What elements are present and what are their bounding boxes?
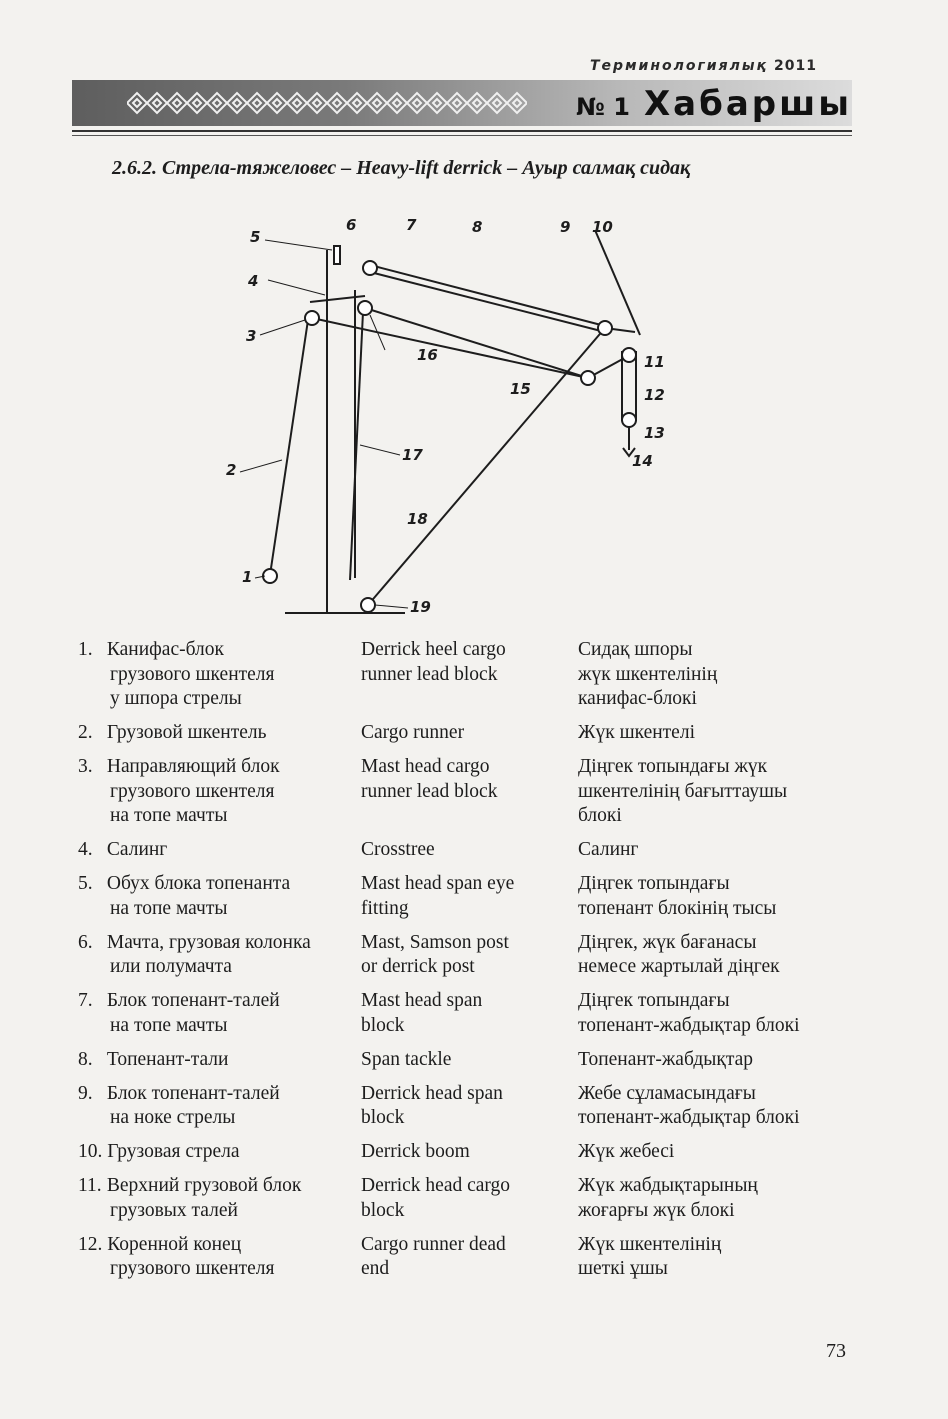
term-number: 7.: [78, 990, 93, 1011]
term-kazakh-line: Топенант-жабдықтар: [578, 1048, 754, 1070]
term-english-line: or derrick post: [361, 956, 475, 977]
term-row: [78, 638, 868, 721]
term-kazakh-line: топенант блокінің тысы: [578, 897, 777, 919]
term-kazakh: [578, 1082, 843, 1131]
term-english: [361, 872, 561, 921]
heel-fitting: [361, 598, 375, 612]
term-russian-line: или полумачта: [110, 956, 232, 977]
term-russian: [78, 989, 348, 1038]
term-kazakh-line: блокі: [578, 805, 622, 826]
term-english-line: Derrick heel cargo: [361, 639, 506, 660]
term-english-line: block: [361, 1199, 405, 1221]
diagram-label-9: 9: [560, 218, 571, 236]
term-russian-first-line: [78, 1233, 348, 1258]
crosstree-line: [310, 296, 365, 302]
leader-2: [240, 460, 282, 472]
term-kazakh-line: шкентелінің бағыттаушы: [578, 780, 788, 802]
term-russian: [78, 838, 348, 863]
term-russian: [78, 721, 348, 746]
term-kazakh-line: Діңгек топындағы жүк: [578, 756, 768, 777]
diagram-label-12: 12: [644, 386, 665, 404]
diagram-label-10: 10: [592, 218, 613, 236]
term-russian: [78, 1233, 348, 1282]
block-16: [358, 301, 372, 315]
span-block-head: [598, 321, 612, 335]
term-english-line: end: [361, 1258, 390, 1279]
span-block-mast: [363, 261, 377, 275]
term-english: [361, 638, 561, 687]
header-rule: [72, 130, 852, 132]
term-kazakh: [578, 838, 843, 863]
term-english-line: Cargo runner dead: [361, 1233, 506, 1255]
journal-header-line: [590, 58, 817, 74]
term-kazakh: [578, 755, 843, 829]
journal-year: 2011: [774, 58, 817, 74]
leader-5: [265, 240, 332, 250]
term-kazakh-line: Жүк жабдықтарының: [578, 1175, 758, 1196]
diagram-label-1: 1: [242, 568, 253, 586]
term-kazakh-line: шеткі ұшы: [578, 1258, 668, 1279]
term-english-line: Derrick head cargo: [361, 1175, 511, 1196]
term-kazakh-line: Сидақ шпоры: [578, 639, 693, 660]
term-row: [78, 931, 868, 990]
term-row: [78, 1233, 868, 1292]
term-row: [78, 838, 868, 872]
term-number: 8.: [78, 1048, 93, 1070]
term-row: [78, 989, 868, 1048]
lead-block-mast: [305, 311, 319, 325]
term-number: 11.: [78, 1175, 102, 1196]
leader-17: [360, 445, 400, 455]
diagram-label-2: 2: [226, 461, 237, 479]
term-russian-line: Канифас-блок: [106, 639, 224, 660]
term-kazakh: [578, 931, 843, 980]
head-cargo-block: [622, 348, 636, 362]
diagram-label-8: 8: [472, 218, 483, 236]
term-row: [78, 1048, 868, 1082]
leader-3: [260, 320, 305, 335]
term-kazakh-line: немесе жартылай діңгек: [578, 956, 780, 977]
term-kazakh-line: топенант-жабдықтар блокі: [578, 1107, 800, 1128]
term-russian-line: у шпора стрелы: [110, 688, 242, 709]
term-english-line: Crosstree: [361, 839, 435, 860]
term-kazakh: [578, 1174, 843, 1223]
term-english: [361, 755, 561, 804]
term-russian-first-line: [78, 1174, 348, 1199]
term-english-line: Mast head span: [361, 990, 483, 1011]
term-number: 4.: [78, 839, 93, 860]
term-number: 12.: [78, 1233, 103, 1255]
block-15: [581, 371, 595, 385]
term-english: [361, 1048, 561, 1073]
term-english-line: Mast, Samson post: [361, 931, 509, 953]
term-russian-first-line: [78, 1048, 348, 1073]
term-russian-line: грузового шкентеля: [110, 663, 275, 685]
leader-19: [375, 605, 408, 608]
term-russian-line: грузового шкентеля: [110, 1258, 275, 1279]
term-russian-line: на топе мачты: [110, 897, 228, 919]
term-russian: [78, 1174, 348, 1223]
term-russian-line: Обух блока топенанта: [106, 873, 291, 894]
term-russian-line: Направляющий блок: [106, 756, 280, 777]
term-russian-line: Топенант-тали: [106, 1048, 229, 1070]
term-row: [78, 755, 868, 838]
term-russian-line: Блок топенант-талей: [106, 1082, 280, 1104]
eye-fitting: [334, 246, 340, 264]
term-russian-first-line: [78, 1140, 348, 1165]
terms-table: [78, 638, 868, 1291]
term-russian-line: Верхний грузовой блок: [106, 1175, 302, 1196]
term-russian-first-line: [78, 721, 348, 746]
term-english: [361, 1233, 561, 1282]
term-russian: [78, 1082, 348, 1131]
term-english: [361, 1082, 561, 1131]
diagram-label-7: 7: [406, 216, 417, 234]
term-russian-line: Салинг: [106, 839, 168, 860]
term-number: 3.: [78, 756, 93, 777]
term-english-line: block: [361, 1014, 405, 1036]
term-kazakh-line: Жебе сұламасындағы: [578, 1082, 756, 1104]
term-kazakh-line: канифас-блокі: [578, 688, 697, 709]
term-russian-line: грузовых талей: [110, 1199, 238, 1221]
term-kazakh-line: Жүк шкентелінің: [578, 1233, 722, 1255]
diagram-label-18: 18: [407, 510, 428, 528]
term-kazakh-line: Жүк жебесі: [578, 1141, 675, 1162]
term-russian: [78, 638, 348, 712]
term-number: 5.: [78, 873, 93, 894]
diagram-label-14: 14: [632, 452, 653, 470]
journal-line: Терминологиялық: [590, 58, 769, 74]
term-english-line: Mast head span eye: [361, 873, 515, 894]
term-english: [361, 1140, 561, 1165]
term-russian-line: на ноке стрелы: [110, 1107, 236, 1128]
term-number: 9.: [78, 1082, 93, 1104]
lower-cargo-block: [622, 413, 636, 427]
term-kazakh-line: Діңгек, жүк бағанасы: [578, 931, 757, 953]
post-runner-line: [350, 312, 363, 580]
term-row: [78, 1174, 868, 1233]
term-english: [361, 1174, 561, 1223]
term-row: [78, 1082, 868, 1141]
term-english-line: runner lead block: [361, 663, 498, 685]
span-tackle-line: [370, 265, 605, 326]
term-russian-line: Мачта, грузовая колонка: [106, 931, 311, 953]
derrick-boom-line: [368, 328, 605, 605]
term-russian: [78, 931, 348, 980]
term-russian-line: Грузовая стрела: [107, 1141, 240, 1162]
term-russian: [78, 755, 348, 829]
page-number: 73: [826, 1340, 846, 1362]
term-english-line: Span tackle: [361, 1048, 452, 1070]
term-russian-line: Коренной конец: [107, 1233, 242, 1255]
header-band: [72, 80, 852, 126]
term-english-line: fitting: [361, 897, 409, 919]
term-russian: [78, 1048, 348, 1073]
term-russian-first-line: [78, 989, 348, 1014]
term-row: [78, 872, 868, 931]
ornament-icon: [127, 86, 527, 120]
term-kazakh: [578, 638, 843, 712]
cargo-runner-line: [270, 320, 308, 575]
runner-top-line: [312, 318, 588, 378]
issue-number: № 1: [576, 93, 630, 121]
header-rule-thin: [72, 135, 852, 136]
term-russian-line: на топе мачты: [110, 1014, 228, 1036]
section-title: 2.6.2. Стрела-тяжеловес – Heavy-lift derrick – Ауыр салмақ сидақ: [112, 157, 691, 179]
diagram-label-15: 15: [510, 380, 531, 398]
term-english: [361, 989, 561, 1038]
term-kazakh-line: Діңгек топындағы: [578, 990, 730, 1011]
diagram-label-19: 19: [410, 598, 431, 616]
heel-lead-block: [263, 569, 277, 583]
term-russian-line: Грузовой шкентель: [106, 722, 267, 743]
term-kazakh-line: Діңгек топындағы: [578, 873, 730, 894]
term-english: [361, 931, 561, 980]
diagram-label-16: 16: [417, 346, 438, 364]
derrick-diagram: [220, 210, 690, 620]
diagram-label-3: 3: [246, 327, 257, 345]
term-kazakh: [578, 872, 843, 921]
term-english-line: Derrick head span: [361, 1082, 503, 1104]
term-row: [78, 721, 868, 755]
diagram-label-6: 6: [346, 216, 357, 234]
term-kazakh-line: жүк шкентелінің: [578, 663, 718, 685]
term-english: [361, 721, 561, 746]
term-english: [361, 838, 561, 863]
term-english-line: Mast head cargo: [361, 756, 490, 777]
diagram-label-13: 13: [644, 424, 665, 442]
diagram-label-4: 4: [248, 272, 259, 290]
term-number: 1.: [78, 639, 93, 660]
term-kazakh: [578, 989, 843, 1038]
journal-title: [576, 84, 852, 124]
term-english-line: Derrick boom: [361, 1141, 470, 1162]
term-russian-line: на топе мачты: [110, 805, 228, 826]
term-russian: [78, 872, 348, 921]
term-english-line: Cargo runner: [361, 722, 465, 743]
term-number: 10.: [78, 1141, 103, 1162]
term-row: [78, 1140, 868, 1174]
term-russian-first-line: [78, 1082, 348, 1107]
term-russian-first-line: [78, 931, 348, 956]
term-kazakh-line: Салинг: [578, 839, 639, 860]
term-number: 2.: [78, 722, 93, 743]
span-tackle-line-2: [370, 272, 605, 332]
term-kazakh: [578, 1233, 843, 1282]
term-russian: [78, 1140, 348, 1165]
term-russian-first-line: [78, 838, 348, 863]
diagram-label-5: 5: [250, 228, 261, 246]
term-russian-first-line: [78, 755, 348, 780]
term-english-line: block: [361, 1107, 405, 1128]
term-russian-first-line: [78, 872, 348, 897]
term-russian-first-line: [78, 638, 348, 663]
term-kazakh-line: жоғарғы жүк блокі: [578, 1199, 735, 1221]
term-kazakh: [578, 721, 843, 746]
diagram-label-17: 17: [402, 446, 423, 464]
term-kazakh-line: Жүк шкентелі: [578, 722, 695, 743]
boom-line-10: [595, 230, 640, 335]
term-russian-line: грузового шкентеля: [110, 780, 275, 802]
term-russian-line: Блок топенант-талей: [106, 990, 280, 1011]
term-kazakh: [578, 1048, 843, 1073]
term-number: 6.: [78, 931, 93, 953]
leader-4: [268, 280, 325, 295]
journal-name: Хабаршы: [643, 84, 852, 124]
term-kazakh-line: топенант-жабдықтар блокі: [578, 1014, 800, 1036]
term-kazakh: [578, 1140, 843, 1165]
diagram-label-11: 11: [644, 353, 665, 371]
term-english-line: runner lead block: [361, 780, 498, 802]
